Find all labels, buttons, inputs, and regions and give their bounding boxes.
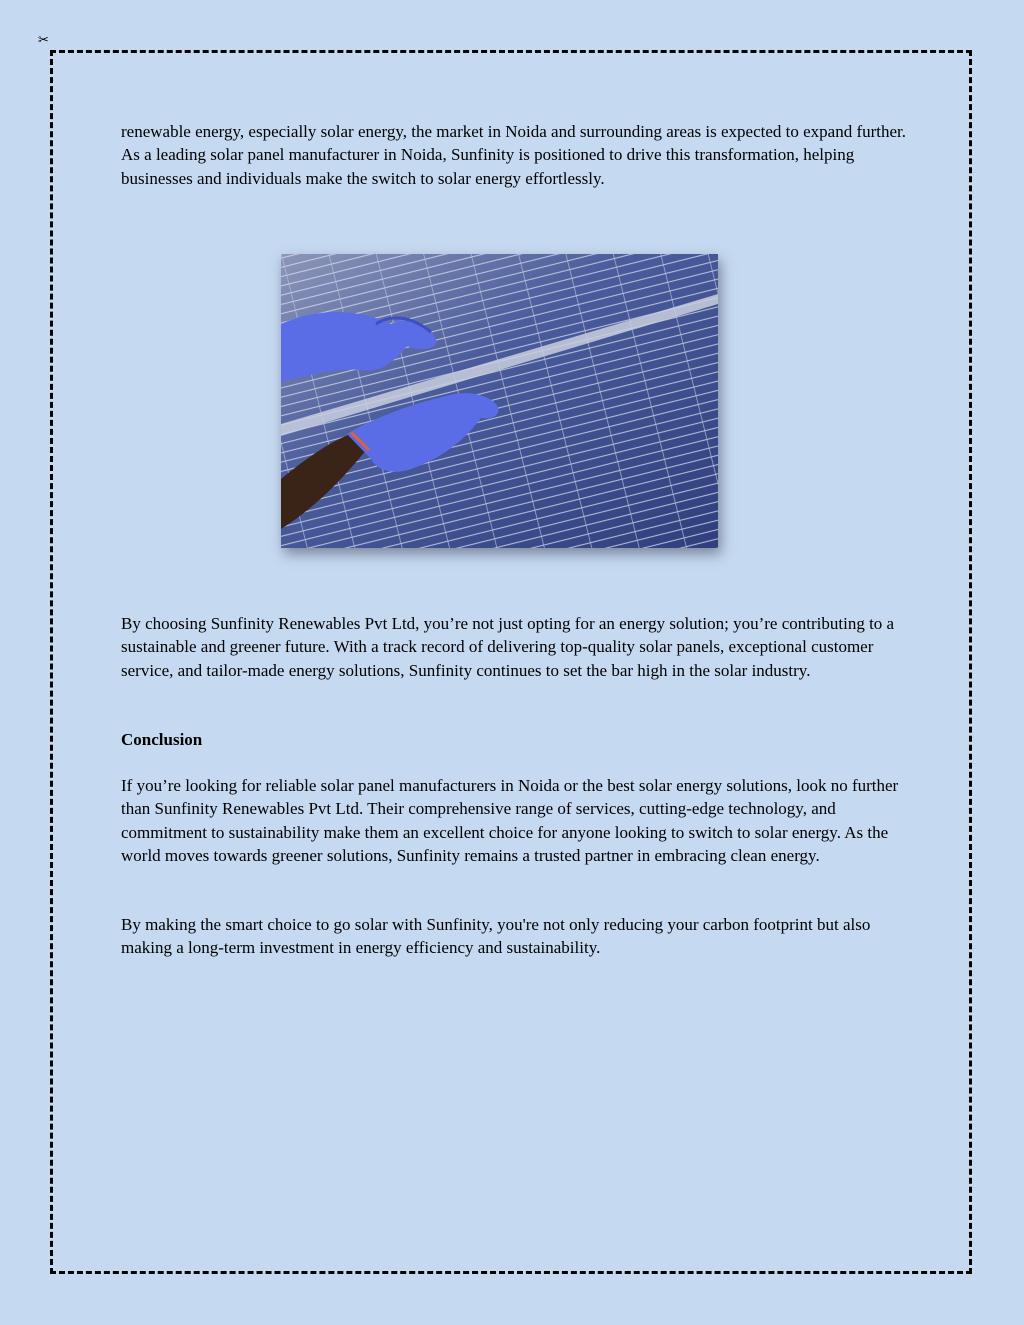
solar-panel-photo	[281, 254, 718, 548]
conclusion-paragraph: If you’re looking for reliable solar panel manufacturers in Noida or the best solar energy solutions, look no further than Sunfinity Renewables Pvt Ltd. Their comprehensive range of services, cutting-edge technology, and commitment to sustainability make them an excellent choice for anyone looking to switch to solar energy. As the world moves towards greener solutions, Sunfinity remains a trusted partner in embracing clean energy.	[121, 776, 899, 865]
conclusion-heading: Conclusion	[121, 730, 203, 749]
intro-paragraph: renewable energy, especially solar energy, the market in Noida and surrounding areas is expected to expand further. As a leading solar panel manufacturer in Noida, Sunfinity is positioned to drive this transformation, helping businesses and individuals make the switch to solar energy effortlessly.	[121, 122, 907, 188]
closing-paragraph: By making the smart choice to go solar with Sunfinity, you're not only reducing your carbon footprint but also making a long-term investment in energy efficiency and sustainability.	[121, 915, 871, 958]
scissors-icon: ✂	[38, 33, 49, 48]
sunfinity-paragraph: By choosing Sunfinity Renewables Pvt Ltd, you’re not just opting for an energy solution; you’re contributing to a sustainable and greener future. With a track record of delivering top-quality solar panels, exceptional customer service, and tailor-made energy solutions, Sunfinity continues to set the bar high in the solar industry.	[121, 614, 895, 680]
